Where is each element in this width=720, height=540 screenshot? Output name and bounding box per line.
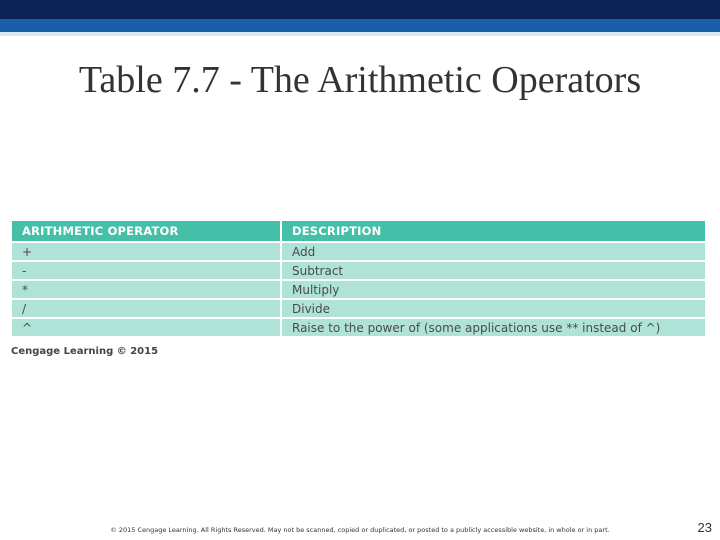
column-header-description: DESCRIPTION xyxy=(281,221,706,242)
copyright-footer: © 2015 Cengage Learning. All Rights Reserved. May not be scanned, copied or duplicated, or posted to a publicly accessible website, in whole or in part. xyxy=(110,526,610,534)
slide-title: Table 7.7 - The Arithmetic Operators xyxy=(78,59,642,101)
operators-table xyxy=(10,221,707,338)
header-band-dark xyxy=(0,0,720,19)
operator-cell: ^ xyxy=(11,318,281,337)
operator-cell: * xyxy=(11,280,281,299)
page-number: 23 xyxy=(697,520,712,535)
operator-cell: - xyxy=(11,261,281,280)
operators-table-container xyxy=(10,221,707,338)
table-row xyxy=(11,261,706,280)
description-cell: Add xyxy=(281,242,706,261)
table-credit: Cengage Learning © 2015 xyxy=(11,346,159,357)
description-cell: Subtract xyxy=(281,261,706,280)
table-row xyxy=(11,280,706,299)
description-cell: Raise to the power of (some applications use ** instead of ^) xyxy=(281,318,706,337)
column-header-operator: ARITHMETIC OPERATOR xyxy=(11,221,281,242)
operator-cell: / xyxy=(11,299,281,318)
operator-cell: + xyxy=(11,242,281,261)
table-row xyxy=(11,318,706,337)
header-band-blue xyxy=(0,19,720,32)
table-row xyxy=(11,242,706,261)
table-row xyxy=(11,299,706,318)
description-cell: Divide xyxy=(281,299,706,318)
header-band-light xyxy=(0,32,720,36)
table-header-row xyxy=(11,221,706,242)
description-cell: Multiply xyxy=(281,280,706,299)
